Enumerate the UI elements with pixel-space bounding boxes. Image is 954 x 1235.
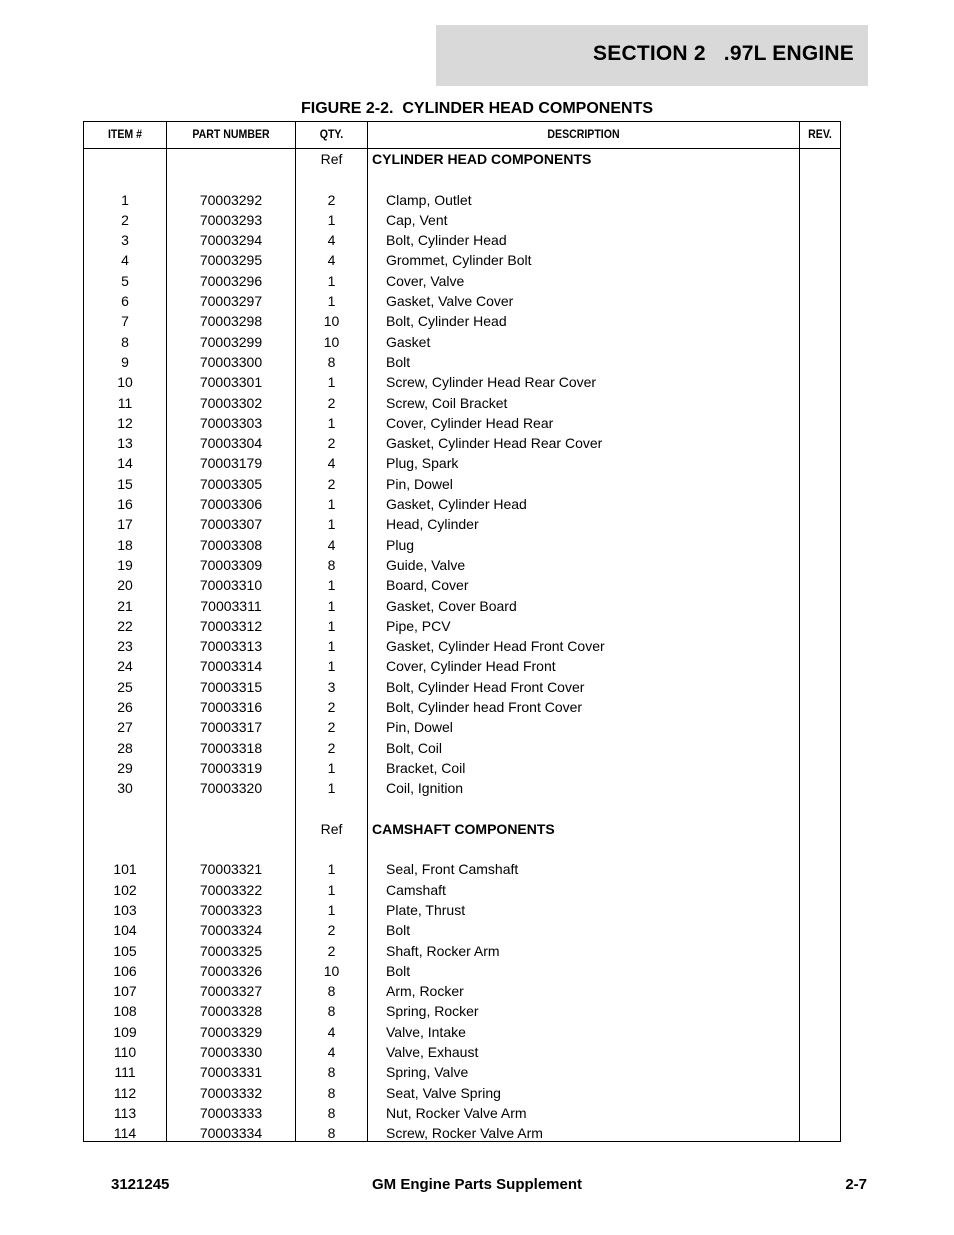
column-header-rev: REV. [808,127,832,141]
description-cell: Gasket, Cylinder Head Front Cover [386,638,605,655]
item-number-cell: 20 [117,577,133,594]
part-number-cell: 70003334 [199,1125,263,1142]
quantity-cell: 1 [327,496,336,513]
figure-title: FIGURE 2-2. CYLINDER HEAD COMPONENTS [300,100,654,117]
part-number-cell: 70003328 [199,1003,263,1020]
description-cell: Gasket, Valve Cover [386,293,514,310]
part-number-cell: 70003325 [199,942,263,959]
description-cell: Screw, Cylinder Head Rear Cover [386,374,597,391]
quantity-cell: 8 [327,353,336,370]
item-number-cell: 15 [117,475,133,492]
part-number-cell: 70003311 [200,597,262,614]
description-cell: Guide, Valve [386,556,466,573]
item-number-cell: 3 [121,232,129,249]
quantity-cell: 2 [327,475,336,492]
table-row [84,900,840,920]
table-row [84,819,840,839]
table-row [84,738,840,758]
part-number-cell: 70003295 [199,252,263,269]
quantity-cell: 8 [327,1064,336,1081]
item-number-cell: 11 [117,394,133,411]
item-number-cell: 111 [114,1064,136,1081]
table-row [84,961,840,981]
part-number-cell: 70003292 [199,191,263,208]
part-number-cell: 70003320 [199,780,263,797]
part-number-cell: 70003297 [199,293,263,310]
description-cell: Bolt, Coil [386,739,443,756]
table-row [84,210,840,230]
part-number-cell: 70003319 [199,759,263,776]
item-number-cell: 5 [121,272,129,289]
quantity-cell: 4 [327,455,336,472]
item-number-cell: 107 [113,983,137,1000]
part-number-cell: 70003326 [199,962,263,979]
table-row [84,433,840,453]
item-number-cell: 18 [117,536,133,553]
quantity-cell: 1 [327,759,336,776]
part-number-cell: 70003179 [199,455,263,472]
quantity-cell: 1 [327,861,336,878]
item-number-cell: 106 [113,962,137,979]
table-row [84,291,840,311]
description-cell: Bracket, Coil [386,759,466,776]
part-number-cell: 70003327 [199,983,263,1000]
item-number-cell: 8 [121,333,129,350]
quantity-cell: 2 [327,699,336,716]
part-number-cell: 70003317 [199,719,263,736]
item-number-cell: 28 [117,739,133,756]
quantity-cell: 8 [327,1125,336,1142]
quantity-cell: 10 [323,313,340,330]
description-cell: Plate, Thrust [386,901,466,918]
quantity-cell: 4 [327,1044,336,1061]
item-number-cell: 16 [117,496,133,513]
table-row [84,393,840,413]
item-number-cell: 110 [113,1044,137,1061]
table-row [84,311,840,331]
table-row [84,859,840,879]
table-row [84,352,840,372]
table-row [84,839,840,859]
quantity-cell: Ref [320,151,343,167]
table-row [84,190,840,210]
table-row [84,230,840,250]
table-row [84,1123,840,1143]
item-number-cell: 29 [117,759,133,776]
part-number-cell: 70003312 [199,617,263,634]
part-number-cell: 70003303 [199,414,263,431]
table-row [84,555,840,575]
table-row [84,596,840,616]
quantity-cell: 1 [327,577,336,594]
table-row [84,616,840,636]
item-number-cell: 1 [121,191,129,208]
part-number-cell: 70003304 [199,435,263,452]
item-number-cell: 101 [113,861,137,878]
part-number-cell: 70003298 [199,313,263,330]
part-number-cell: 70003315 [199,678,263,695]
quantity-cell: 2 [327,739,336,756]
part-number-cell: 70003321 [199,861,263,878]
part-number-cell: 70003299 [199,333,263,350]
part-number-cell: 70003331 [199,1064,263,1081]
description-cell: Gasket, Cover Board [386,597,517,614]
quantity-cell: 1 [327,617,336,634]
quantity-cell: 4 [327,536,336,553]
quantity-cell: 2 [327,942,336,959]
description-cell: Cover, Cylinder Head Front [386,658,556,675]
item-number-cell: 103 [113,901,137,918]
item-number-cell: 112 [113,1084,137,1101]
quantity-cell: 8 [327,1084,336,1101]
table-row [84,250,840,270]
description-cell: Spring, Valve [386,1064,469,1081]
table-row [84,372,840,392]
part-number-cell: 70003329 [199,1023,263,1040]
table-body [84,149,840,1144]
part-number-cell: 70003301 [199,374,263,391]
part-number-cell: 70003305 [199,475,263,492]
description-cell: Pin, Dowel [386,719,453,736]
item-number-cell: 17 [117,516,133,533]
quantity-cell: 1 [327,211,336,228]
quantity-cell: 4 [327,232,336,249]
description-cell: Valve, Exhaust [386,1044,479,1061]
description-cell: Bolt [386,353,411,370]
table-row [84,1083,840,1103]
quantity-cell: 10 [323,962,340,979]
description-cell: Nut, Rocker Valve Arm [386,1104,527,1121]
item-number-cell: 30 [117,780,133,797]
part-number-cell: 70003296 [199,272,263,289]
quantity-cell: 2 [327,719,336,736]
quantity-cell: 4 [327,1023,336,1040]
item-number-cell: 10 [117,374,133,391]
table-row [84,514,840,534]
quantity-cell: 4 [327,252,336,269]
quantity-cell: 1 [327,901,336,918]
description-cell: Shaft, Rocker Arm [386,942,500,959]
description-cell: Spring, Rocker [386,1003,479,1020]
description-cell: Bolt, Cylinder Head Front Cover [386,678,585,695]
item-number-cell: 114 [113,1125,137,1142]
item-number-cell: 26 [117,699,133,716]
part-number-cell: 70003324 [199,922,263,939]
quantity-cell: 1 [327,414,336,431]
table-row [84,1001,840,1021]
table-row [84,941,840,961]
description-cell: Gasket [386,333,431,350]
description-cell: Bolt [386,962,411,979]
description-cell: Bolt, Cylinder Head [386,232,507,249]
description-cell: Seat, Valve Spring [386,1084,501,1101]
table-row [84,332,840,352]
item-number-cell: 22 [117,617,133,634]
item-number-cell: 13 [117,435,133,452]
parts-table [83,121,841,1142]
description-cell: Board, Cover [386,577,469,594]
table-row [84,920,840,940]
quantity-cell: 2 [327,922,336,939]
item-number-cell: 4 [121,252,129,269]
description-cell: Screw, Rocker Valve Arm [386,1125,543,1142]
footer-doc-number: 3121245 [111,1176,170,1193]
part-number-cell: 70003294 [199,232,263,249]
quantity-cell: 1 [327,597,336,614]
part-number-cell: 70003308 [199,536,263,553]
item-number-cell: 109 [113,1023,137,1040]
table-row [84,474,840,494]
item-number-cell: 108 [113,1003,137,1020]
table-row [84,656,840,676]
quantity-cell: 1 [327,516,336,533]
table-row [84,778,840,798]
table-row [84,149,840,169]
description-cell: Coil, Ignition [386,780,464,797]
quantity-cell: 8 [327,1104,336,1121]
item-number-cell: 24 [117,658,133,675]
item-number-cell: 21 [117,597,133,614]
quantity-cell: 2 [327,435,336,452]
description-cell: Camshaft [386,881,446,898]
quantity-cell: 1 [327,780,336,797]
table-row [84,880,840,900]
quantity-cell: 10 [323,333,340,350]
group-heading-cell: CYLINDER HEAD COMPONENTS [372,151,592,167]
part-number-cell: 70003332 [199,1084,263,1101]
quantity-cell: 1 [327,658,336,675]
item-number-cell: 6 [121,293,129,310]
column-header-qty: QTY. [319,127,344,141]
description-cell: Arm, Rocker [386,983,464,1000]
table-row [84,981,840,1001]
table-row [84,453,840,473]
quantity-cell: 1 [327,272,336,289]
part-number-cell: 70003316 [199,699,263,716]
part-number-cell: 70003306 [199,496,263,513]
description-cell: Cap, Vent [386,211,448,228]
quantity-cell: Ref [320,820,343,837]
part-number-cell: 70003322 [199,881,263,898]
table-row [84,636,840,656]
item-number-cell: 105 [113,942,137,959]
description-cell: Bolt, Cylinder head Front Cover [386,699,583,716]
column-header-item: ITEM # [107,127,143,141]
table-row [84,697,840,717]
description-cell: Cover, Valve [386,272,465,289]
table-row [84,799,840,819]
quantity-cell: 1 [327,881,336,898]
part-number-cell: 70003300 [199,353,263,370]
group-heading-cell: CAMSHAFT COMPONENTS [372,820,555,837]
description-cell: Plug [386,536,415,553]
description-cell: Seal, Front Camshaft [386,861,519,878]
description-cell: Gasket, Cylinder Head Rear Cover [386,435,603,452]
table-row [84,413,840,433]
description-cell: Valve, Intake [386,1023,466,1040]
table-row [84,758,840,778]
part-number-cell: 70003330 [199,1044,263,1061]
section-header-box [436,25,868,86]
quantity-cell: 8 [327,1003,336,1020]
table-header [84,122,840,149]
quantity-cell: 8 [327,983,336,1000]
quantity-cell: 2 [327,191,336,208]
footer-doc-title: GM Engine Parts Supplement [371,1176,583,1193]
description-cell: Cover, Cylinder Head Rear [386,414,554,431]
part-number-cell: 70003309 [199,556,263,573]
table-row [84,535,840,555]
part-number-cell: 70003333 [199,1104,263,1121]
quantity-cell: 8 [327,556,336,573]
item-number-cell: 2 [121,211,129,228]
part-number-cell: 70003307 [199,516,263,533]
item-number-cell: 113 [113,1104,137,1121]
part-number-cell: 70003314 [199,658,263,675]
quantity-cell: 1 [327,374,336,391]
footer-page-number: 2-7 [845,1176,867,1193]
item-number-cell: 102 [113,881,137,898]
part-number-cell: 70003323 [199,901,263,918]
quantity-cell: 1 [327,638,336,655]
item-number-cell: 27 [117,719,133,736]
section-title: SECTION 2 .97L ENGINE [593,42,854,65]
column-header-description: DESCRIPTION [547,127,620,141]
description-cell: Plug, Spark [386,455,459,472]
description-cell: Bolt [386,922,411,939]
table-row [84,271,840,291]
item-number-cell: 25 [117,678,133,695]
quantity-cell: 2 [327,394,336,411]
description-cell: Bolt, Cylinder Head [386,313,507,330]
description-cell: Gasket, Cylinder Head [386,496,527,513]
item-number-cell: 12 [117,414,133,431]
description-cell: Screw, Coil Bracket [386,394,508,411]
description-cell: Pin, Dowel [386,475,453,492]
part-number-cell: 70003318 [199,739,263,756]
item-number-cell: 9 [121,353,129,370]
table-row [84,575,840,595]
table-row [84,1022,840,1042]
part-number-cell: 70003302 [199,394,263,411]
table-row [84,1062,840,1082]
item-number-cell: 7 [121,313,129,330]
description-cell: Pipe, PCV [386,617,451,634]
part-number-cell: 70003293 [199,211,263,228]
description-cell: Grommet, Cylinder Bolt [386,252,532,269]
column-header-part-number: PART NUMBER [192,127,270,141]
table-row [84,494,840,514]
table-row [84,677,840,697]
table-row [84,1042,840,1062]
table-row [84,717,840,737]
item-number-cell: 104 [113,922,137,939]
description-cell: Head, Cylinder [386,516,479,533]
item-number-cell: 23 [117,638,133,655]
table-row [84,1103,840,1123]
quantity-cell: 1 [327,293,336,310]
item-number-cell: 19 [117,556,133,573]
part-number-cell: 70003313 [199,638,263,655]
item-number-cell: 14 [117,455,133,472]
table-row [84,169,840,189]
quantity-cell: 3 [327,678,336,695]
part-number-cell: 70003310 [199,577,263,594]
description-cell: Clamp, Outlet [386,191,472,208]
